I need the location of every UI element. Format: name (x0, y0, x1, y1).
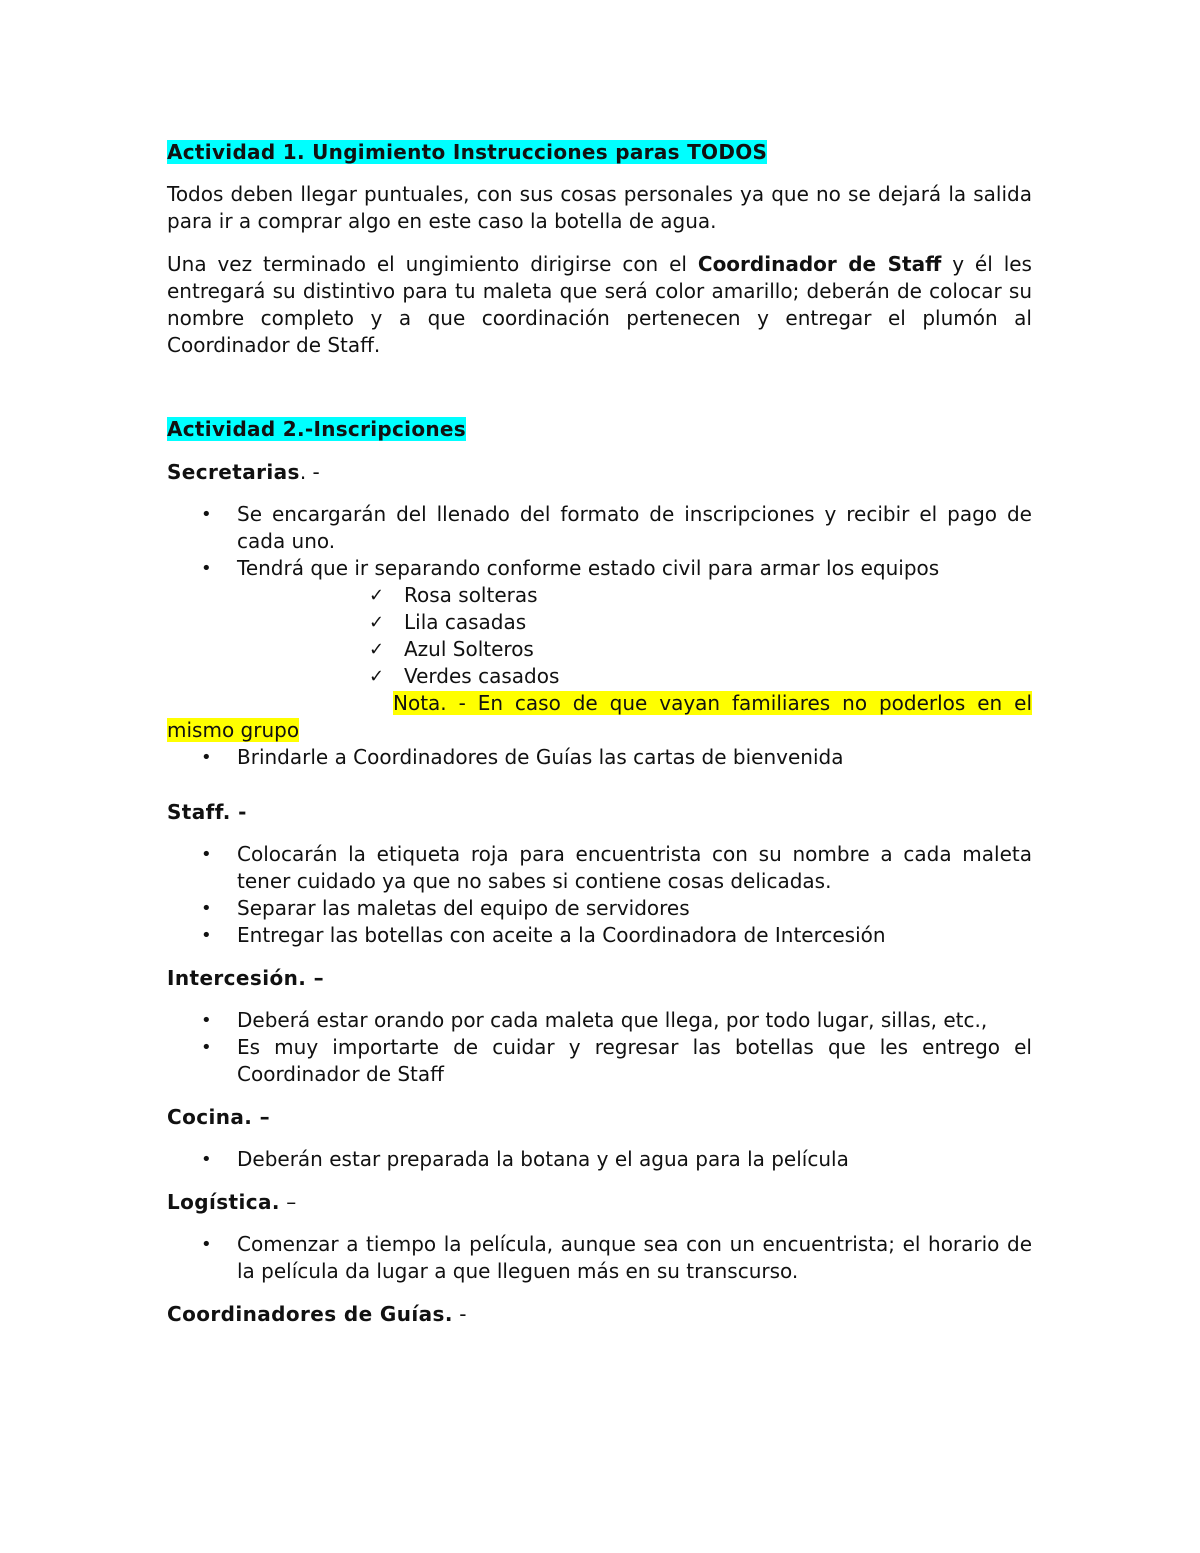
section-heading-intercesion: Intercesión. – (167, 966, 324, 990)
check-item-text: Rosa solteras (404, 583, 538, 607)
activity-2-title (167, 416, 1032, 443)
list-item-text: Comenzar a tiempo la película, aunque sea con un encuentrista; el horario de la película da lugar a que lleguen más en su transcurso. (237, 1232, 1032, 1283)
check-item-text: Verdes casados (404, 664, 560, 688)
bullet-icon: • (201, 1010, 212, 1031)
heading-text: Secretarias (167, 460, 300, 484)
list-item (167, 1231, 1032, 1285)
list-item-text: Tendrá que ir separando conforme estado civil para armar los equipos (237, 556, 940, 580)
secretarias-list (167, 501, 1032, 582)
list-item (167, 895, 1032, 922)
list-item-text: Entregar las botellas con aceite a la Coordinadora de Intercesión (237, 923, 886, 947)
bullet-icon: • (201, 504, 212, 525)
bullet-icon: • (201, 1234, 212, 1255)
bullet-icon: • (201, 898, 212, 919)
check-icon: ✓ (369, 585, 385, 606)
heading-text: Logística. (167, 1190, 280, 1214)
bullet-icon: • (201, 1149, 212, 1170)
activity-1-title-text: Actividad 1. Ungimiento Instrucciones paras TODOS (167, 140, 768, 164)
list-item (167, 1034, 1032, 1088)
section-heading-cocina: Cocina. – (167, 1105, 271, 1129)
bullet-icon: • (201, 844, 212, 865)
heading-suffix: – (279, 1190, 297, 1214)
paragraph-text: y él les entregará su distintivo para tu maleta que será color amarillo; deberán de colocar su nombre completo y a que coordinación pertenecen y entregar el plumón al Coordinador de Staff. (167, 252, 1032, 357)
list-item-text: Es muy importarte de cuidar y regresar las botellas que les entrego el Coordinador de Staff (237, 1035, 1032, 1086)
check-item (167, 582, 1032, 609)
cocina-list (167, 1146, 1032, 1173)
list-item (167, 841, 1032, 895)
bullet-icon: • (201, 925, 212, 946)
secretarias-list-continued (167, 744, 1032, 771)
list-item (167, 744, 1032, 771)
document-body (167, 139, 1032, 1328)
activity-1-paragraph-2 (167, 251, 1032, 359)
section-heading-logistica (167, 1189, 1032, 1216)
list-item-text: Deberá estar orando por cada maleta que llega, por todo lugar, sillas, etc., (237, 1008, 988, 1032)
heading-text: Coordinadores de Guías. (167, 1302, 453, 1326)
activity-1-paragraph-1: Todos deben llegar puntuales, con sus cosas personales ya que no se dejará la salida para ir a comprar algo en este caso la botella de agua. (167, 182, 1032, 233)
section-heading-staff: Staff. - (167, 800, 247, 824)
check-item (167, 609, 1032, 636)
heading-suffix: - (452, 1302, 467, 1326)
check-item-text: Azul Solteros (404, 637, 534, 661)
check-icon: ✓ (369, 666, 385, 687)
list-item (167, 555, 1032, 582)
check-item-text: Lila casadas (404, 610, 527, 634)
list-item-text: Brindarle a Coordinadores de Guías las cartas de bienvenida (237, 745, 844, 769)
list-item (167, 501, 1032, 555)
activity-2-title-text: Actividad 2.-Inscripciones (167, 417, 466, 441)
section-heading-secretarias (167, 459, 1032, 486)
coordinador-staff-bold: Coordinador de Staff (697, 252, 942, 276)
list-item (167, 922, 1032, 949)
bullet-icon: • (201, 747, 212, 768)
list-item-text: Deberán estar preparada la botana y el agua para la película (237, 1147, 849, 1171)
intercesion-list (167, 1007, 1032, 1088)
check-icon: ✓ (369, 639, 385, 660)
check-icon: ✓ (369, 612, 385, 633)
nota-text: Nota. - En caso de que vayan familiares no poderlos en el mismo grupo (167, 691, 1032, 742)
staff-list (167, 841, 1032, 949)
heading-suffix: . - (299, 460, 320, 484)
activity-1-title (167, 139, 1032, 166)
nota-paragraph (167, 690, 1032, 744)
list-item (167, 1146, 1032, 1173)
list-item-text: Separar las maletas del equipo de servidores (237, 896, 690, 920)
list-item-text: Se encargarán del llenado del formato de inscripciones y recibir el pago de cada uno. (237, 502, 1032, 553)
check-item (167, 663, 1032, 690)
estado-civil-checklist (167, 582, 1032, 690)
list-item-text: Colocarán la etiqueta roja para encuentrista con su nombre a cada maleta tener cuidado ya que no sabes si contiene cosas delicadas. (237, 842, 1032, 893)
list-item (167, 1007, 1032, 1034)
check-item (167, 636, 1032, 663)
paragraph-text: Una vez terminado el ungimiento dirigirse con el (167, 252, 698, 276)
bullet-icon: • (201, 1037, 212, 1058)
section-heading-guias (167, 1301, 1032, 1328)
logistica-list (167, 1231, 1032, 1285)
bullet-icon: • (201, 558, 212, 579)
